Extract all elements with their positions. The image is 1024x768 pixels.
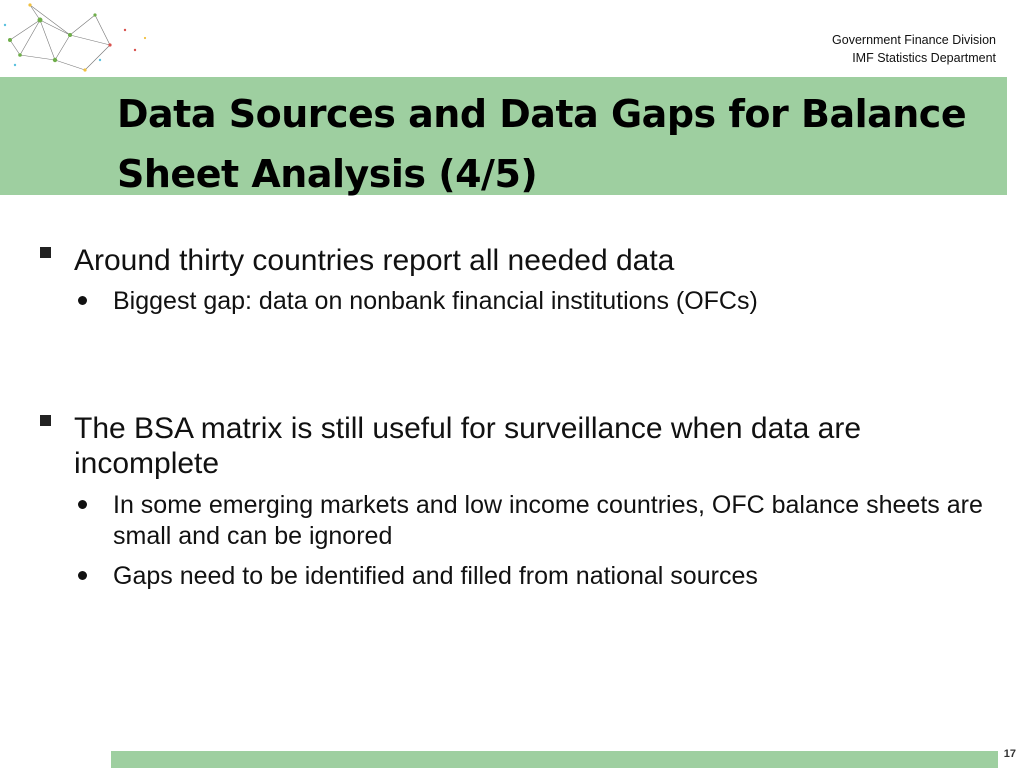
round-bullet-icon [78,571,87,580]
square-bullet-icon [40,415,51,426]
round-bullet-icon [78,296,87,305]
round-bullet-icon [78,500,87,509]
square-bullet-icon [40,247,51,258]
footer-band [111,751,998,768]
bullet-text: The BSA matrix is still useful for surveillance when data are incomplete [74,412,862,480]
sub-bullet-text: Gaps need to be identified and filled from national sources [113,562,758,590]
slide-title: Data Sources and Data Gaps for Balance Sheet Analysis (4/5) [117,92,967,196]
org-department: IMF Statistics Department [852,51,996,65]
org-division: Government Finance Division [832,33,996,47]
page-number: 17 [1003,748,1016,760]
bullet-text: Around thirty countries report all needed data [74,244,675,277]
sub-bullet-text: In some emerging markets and low income countries, OFC balance sheets are small and can be ignored [113,491,983,550]
sub-bullet-text: Biggest gap: data on nonbank financial institutions (OFCs) [113,287,758,315]
